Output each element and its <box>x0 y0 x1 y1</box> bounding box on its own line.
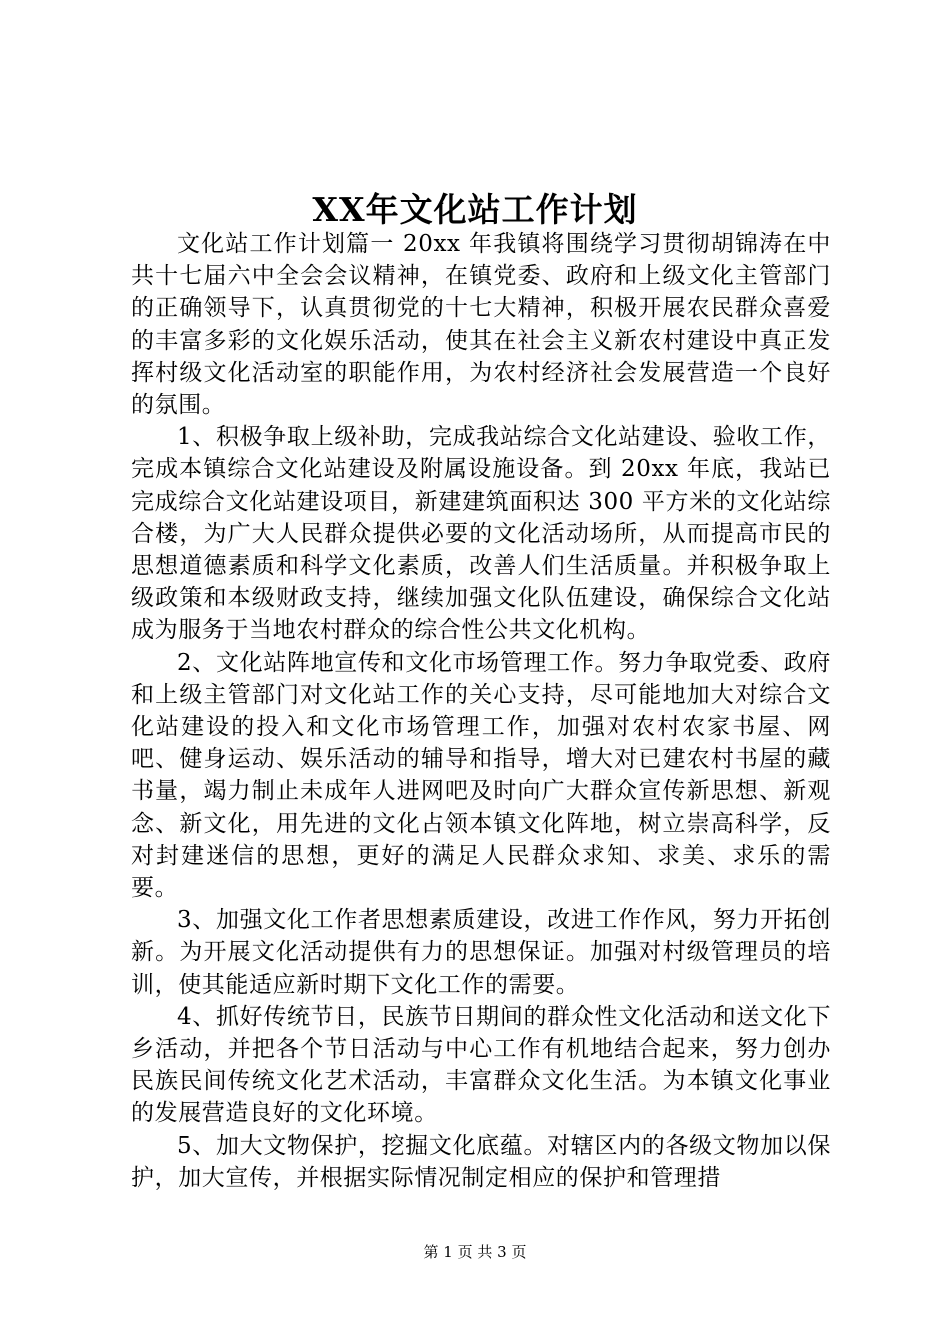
paragraph-item-3: 3、加强文化工作者思想素质建设，改进工作作风，努力开拓创新。为开展文化活动提供有力的思想保证。加强对村级管理员的培训，使其能适应新时期下文化工作的需要。 <box>131 907 831 998</box>
page-footer: 第 1 页 共 3 页 <box>423 1243 527 1261</box>
paragraph-item-4: 4、抓好传统节日，民族节日期间的群众性文化活动和送文化下乡活动，并把各个节日活动与中心工作有机地结合起来，努力创办民族民间传统文化艺术活动，丰富群众文化生活。为本镇文化事业的发展营造良好的文化环境。 <box>131 1003 831 1127</box>
document-title: XX年文化站工作计划 <box>312 190 638 229</box>
paragraph-intro: 文化站工作计划篇一 20xx 年我镇将围绕学习贯彻胡锦涛在中共十七届六中全会会议精神，在镇党委、政府和上级文化主管部门的正确领导下，认真贯彻党的十七大精神，积极开展农民群众喜爱的丰富多彩的文化娱乐活动，使其在社会主义新农村建设中真正发挥村级文化活动室的职能作用，为农村经济社会发展营造一个良好的氛围。 <box>131 231 831 419</box>
paragraph-item-2: 2、文化站阵地宣传和文化市场管理工作。努力争取党委、政府和上级主管部门对文化站工作的关心支持，尽可能地加大对综合文化站建设的投入和文化市场管理工作，加强对农村农家书屋、网吧、健身运动、娱乐活动的辅导和指导，增大对已建农村书屋的藏书量，竭力制止未成年人进网吧及时向广大群众宣传新思想、新观念、新文化，用先进的文化占领本镇文化阵地，树立崇高科学，反对封建迷信的思想，更好的满足人民群众求知、求美、求乐的需要。 <box>131 649 831 902</box>
document-body <box>131 228 831 1194</box>
paragraph-item-1: 1、积极争取上级补助，完成我站综合文化站建设、验收工作，完成本镇综合文化站建设及附属设施设备。到 20xx 年底，我站已完成综合文化站建设项目，新建建筑面积达 300 平方米的文化站综合楼，为广大人民群众提供必要的文化活动场所，从而提高市民的思想道德素质和科学文化素质，改善人们生活质量。并积极争取上级政策和本级财政支持，继续加强文化队伍建设，确保综合文化站成为服务于当地农村群众的综合性公共文化机构。 <box>131 424 831 644</box>
paragraph-item-5: 5、加大文物保护，挖掘文化底蕴。对辖区内的各级文物加以保护，加大宣传，并根据实际情况制定相应的保护和管理措 <box>131 1132 831 1191</box>
